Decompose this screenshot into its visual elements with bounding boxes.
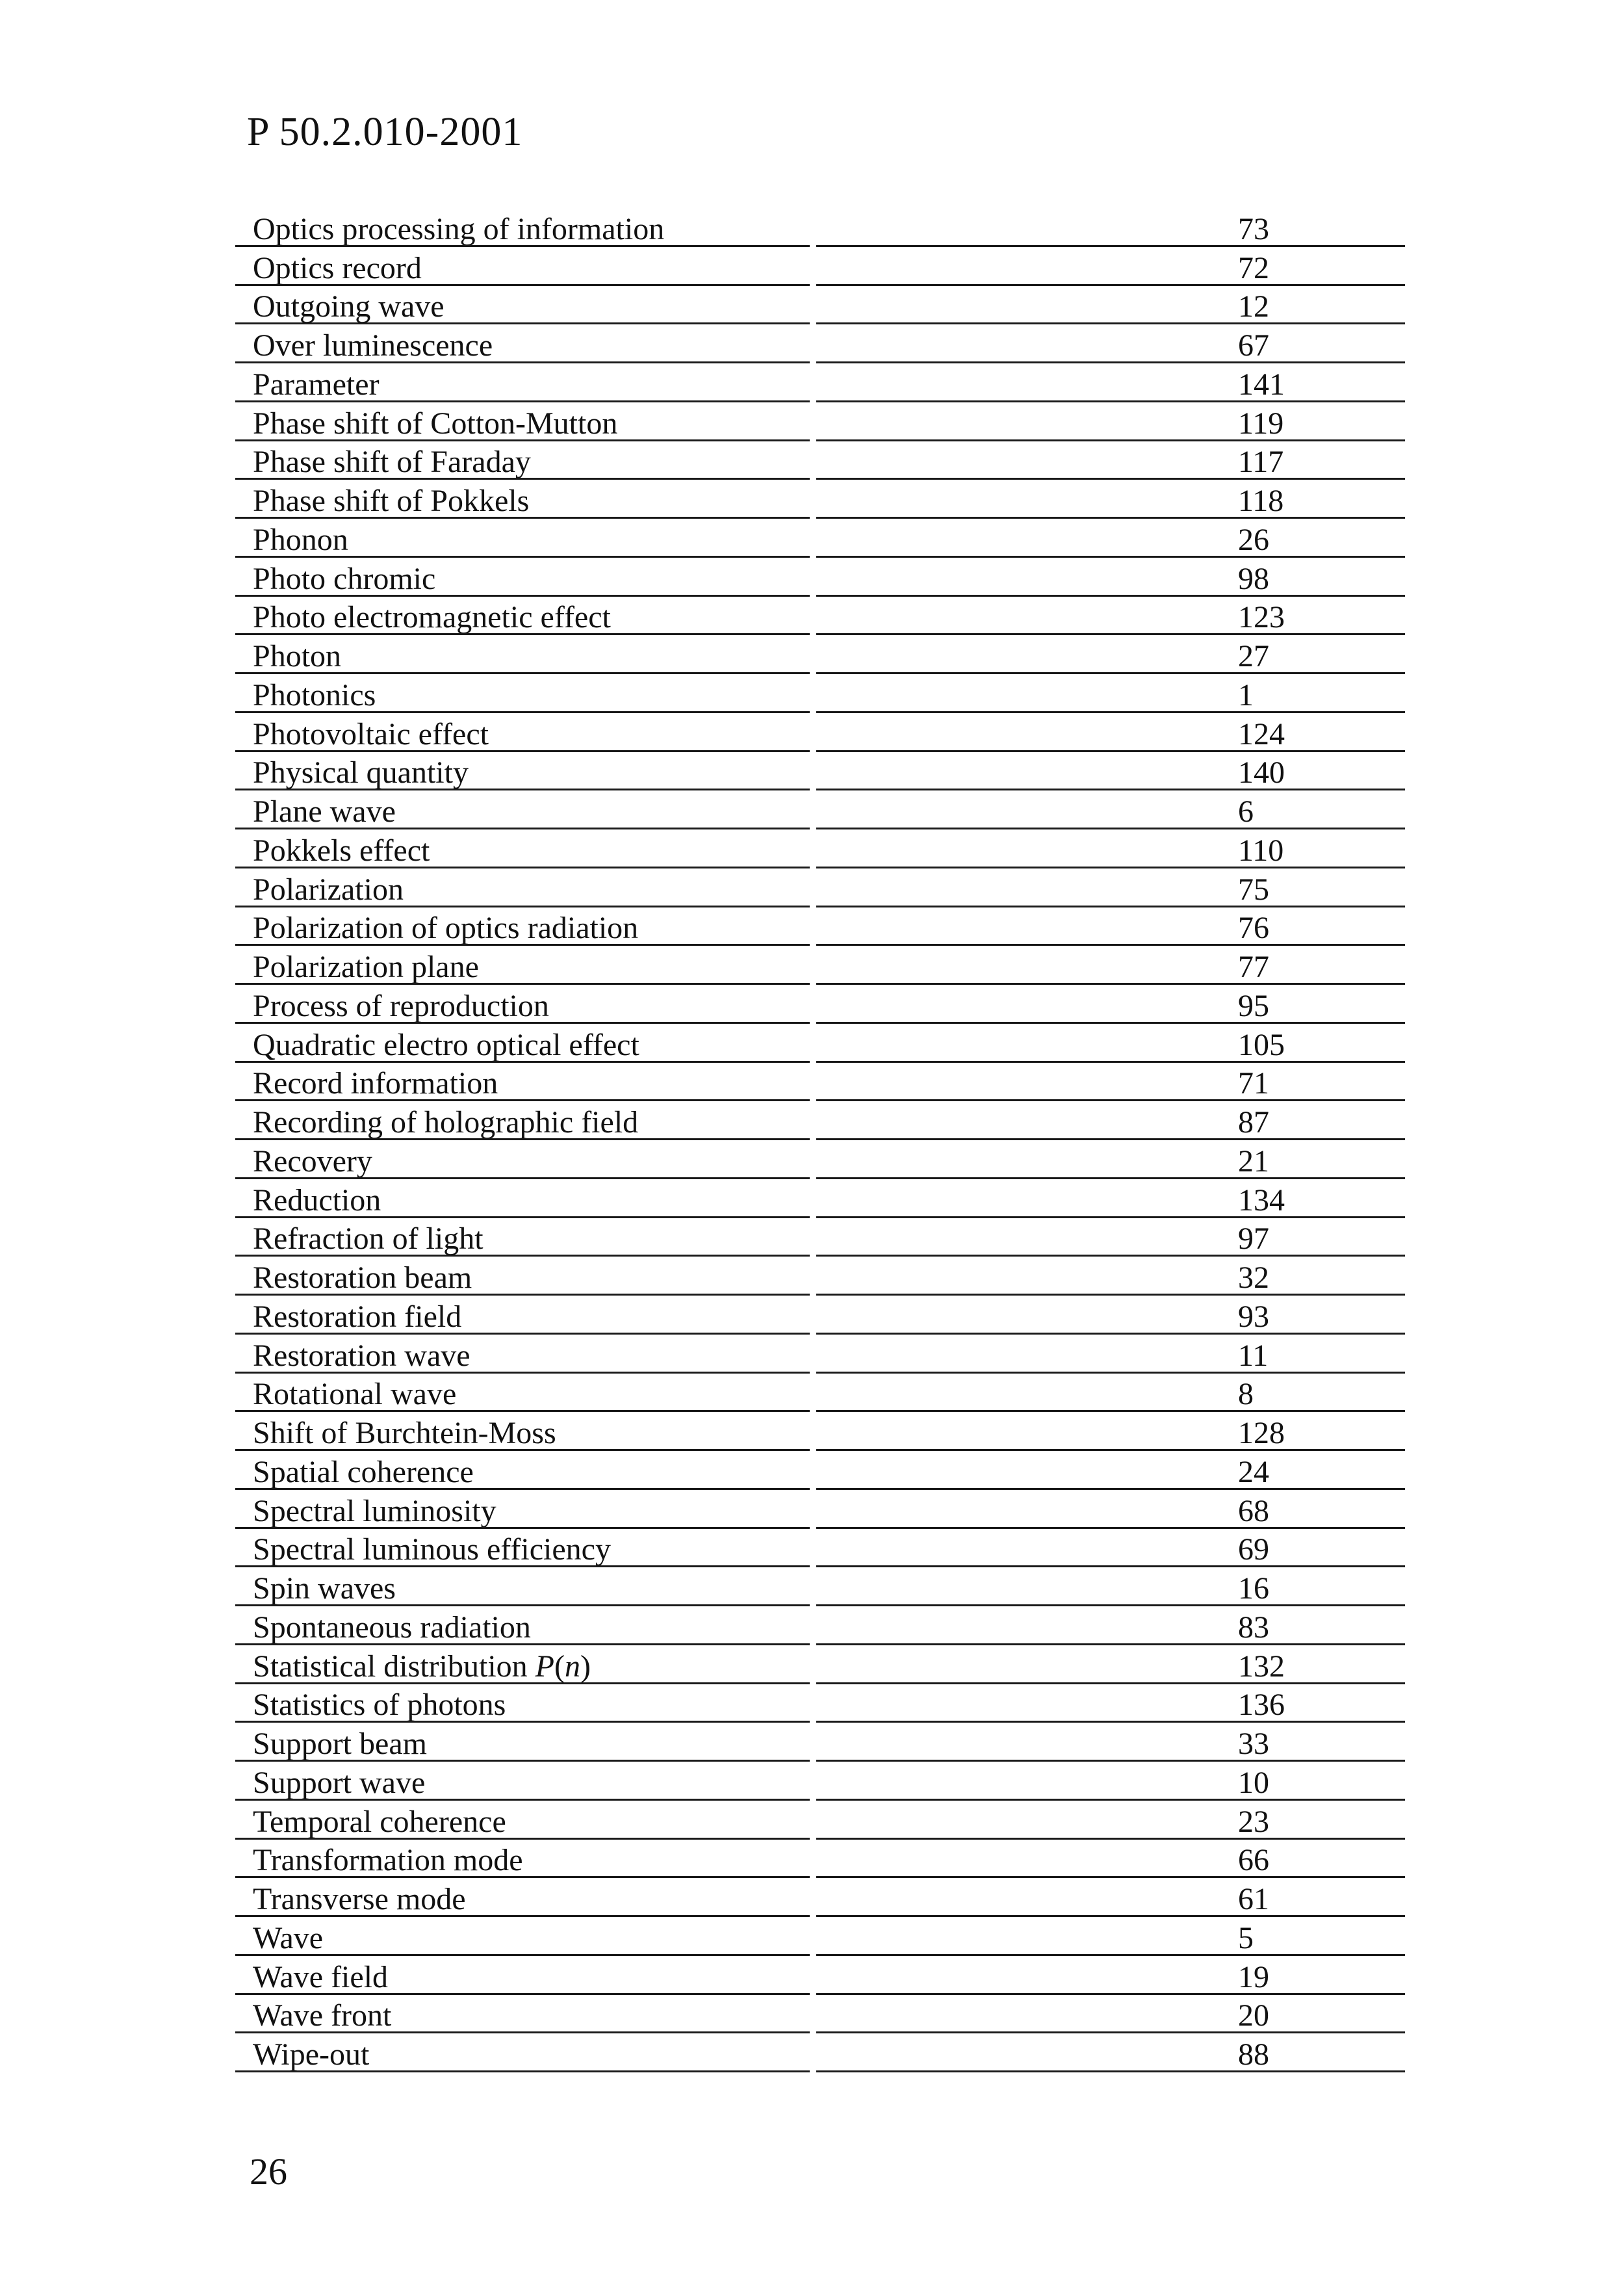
index-term: Outgoing wave <box>253 289 445 324</box>
index-row <box>235 558 1405 597</box>
subject-index-table <box>235 208 1405 2072</box>
index-page-number: 61 <box>1238 1882 1269 1916</box>
index-row <box>235 907 1405 946</box>
index-term: Spectral luminous efficiency <box>253 1532 611 1567</box>
index-term: Spectral luminosity <box>253 1493 496 1528</box>
index-row <box>235 713 1405 752</box>
index-page-number: 8 <box>1238 1377 1254 1412</box>
index-row <box>235 1257 1405 1296</box>
index-row <box>235 1335 1405 1374</box>
index-row <box>235 208 1405 247</box>
index-row <box>235 1995 1405 2034</box>
index-page-number: 71 <box>1238 1066 1269 1101</box>
index-row <box>235 1956 1405 1995</box>
index-term: Polarization plane <box>253 950 479 984</box>
index-term: Photonics <box>253 677 376 712</box>
index-page-number: 134 <box>1238 1182 1285 1218</box>
index-page-number: 128 <box>1238 1416 1285 1450</box>
index-row <box>235 1140 1405 1179</box>
index-term: Phase shift of Cotton-Mutton <box>253 406 618 441</box>
index-term: Statistics of photons <box>253 1688 506 1723</box>
index-term: Recording of holographic field <box>253 1105 639 1140</box>
index-term: Support wave <box>253 1765 426 1800</box>
index-page-number: 5 <box>1238 1920 1254 1955</box>
index-term: Wipe-out <box>253 2037 370 2072</box>
index-term: Wave <box>253 1920 324 1955</box>
index-row <box>235 363 1405 402</box>
index-term: Spatial coherence <box>253 1454 474 1489</box>
index-page-number: 95 <box>1238 988 1269 1023</box>
index-term: Photovoltaic effect <box>253 716 489 751</box>
index-row <box>235 1374 1405 1413</box>
index-row <box>235 752 1405 791</box>
index-term: Polarization <box>253 872 404 907</box>
index-row <box>235 1218 1405 1257</box>
index-term: Polarization of optics radiation <box>253 911 639 946</box>
index-row <box>235 1684 1405 1723</box>
index-term: Support beam <box>253 1727 427 1761</box>
index-term: Phase shift of Pokkels <box>253 484 530 518</box>
index-term: Photo electromagnetic effect <box>253 600 611 635</box>
index-page-number: 69 <box>1238 1532 1269 1567</box>
index-row <box>235 829 1405 868</box>
index-term: Pokkels effect <box>253 833 430 868</box>
index-term: Shift of Burchtein-Moss <box>253 1416 556 1450</box>
index-term: Restoration beam <box>253 1260 472 1295</box>
index-page-number: 97 <box>1238 1221 1269 1257</box>
term-underline <box>235 2070 810 2072</box>
index-page-number: 77 <box>1238 950 1269 984</box>
index-term: Process of reproduction <box>253 988 549 1023</box>
index-row <box>235 286 1405 325</box>
index-page-number: 72 <box>1238 250 1269 285</box>
index-row <box>235 1567 1405 1606</box>
index-page-number: 20 <box>1238 1998 1269 2033</box>
index-page-number: 132 <box>1238 1649 1285 1684</box>
index-row <box>235 946 1405 985</box>
index-page-number: 98 <box>1238 561 1269 596</box>
index-term: Photon <box>253 639 342 673</box>
index-term: Optics processing of information <box>253 211 665 246</box>
index-page-number: 10 <box>1238 1765 1269 1800</box>
index-row <box>235 519 1405 558</box>
index-term: Restoration wave <box>253 1338 470 1373</box>
index-row <box>235 1296 1405 1335</box>
page-number: 26 <box>250 2150 287 2193</box>
index-term: Wave field <box>253 1959 389 1994</box>
index-term: Transverse mode <box>253 1882 466 1916</box>
index-page-number: 76 <box>1238 911 1269 946</box>
index-row <box>235 1451 1405 1490</box>
index-term: Photo chromic <box>253 561 436 596</box>
index-term: Parameter <box>253 367 380 402</box>
index-page-number: 123 <box>1238 600 1285 635</box>
index-page-number: 73 <box>1238 211 1269 246</box>
index-row <box>235 868 1405 907</box>
index-page-number: 75 <box>1238 872 1269 907</box>
index-page-number: 87 <box>1238 1105 1269 1140</box>
index-row <box>235 1878 1405 1917</box>
index-term <box>253 1651 591 1682</box>
index-term: Temporal coherence <box>253 1804 506 1839</box>
index-page-number: 88 <box>1238 2037 1269 2072</box>
index-term: Spin waves <box>253 1571 396 1606</box>
page-underline <box>816 2070 1405 2072</box>
index-term-paren-open: ( <box>554 1649 565 1684</box>
index-row <box>235 324 1405 363</box>
index-page-number: 105 <box>1238 1027 1285 1062</box>
index-row <box>235 1917 1405 1956</box>
index-row <box>235 790 1405 829</box>
index-term: Transformation mode <box>253 1843 523 1878</box>
index-row <box>235 1606 1405 1645</box>
index-page-number: 119 <box>1238 406 1284 441</box>
index-page-number: 83 <box>1238 1610 1269 1645</box>
index-page-number: 68 <box>1238 1493 1269 1528</box>
index-page-number: 26 <box>1238 522 1269 557</box>
index-term-paren-close: ) <box>580 1649 591 1684</box>
index-term: Phonon <box>253 522 348 557</box>
index-page-number: 66 <box>1238 1843 1269 1878</box>
index-page-number: 12 <box>1238 289 1269 324</box>
index-page-number: 117 <box>1238 445 1284 480</box>
index-row <box>235 402 1405 441</box>
index-term: Over luminescence <box>253 328 493 363</box>
index-row <box>235 247 1405 286</box>
index-page-number: 6 <box>1238 794 1254 829</box>
index-page-number: 67 <box>1238 328 1269 363</box>
index-term-text: Statistical distribution <box>253 1649 535 1684</box>
index-page-number: 33 <box>1238 1727 1269 1761</box>
index-row <box>235 1412 1405 1451</box>
index-term: Refraction of light <box>253 1221 483 1257</box>
index-page-number: 11 <box>1238 1338 1269 1373</box>
index-row <box>235 1024 1405 1063</box>
index-term: Restoration field <box>253 1299 462 1334</box>
index-row <box>235 597 1405 636</box>
index-row <box>235 1101 1405 1140</box>
index-page-number: 32 <box>1238 1260 1269 1295</box>
index-page-number: 16 <box>1238 1571 1269 1606</box>
index-page-number: 110 <box>1238 833 1284 868</box>
index-page-number: 136 <box>1238 1688 1285 1723</box>
index-term: Reduction <box>253 1182 381 1218</box>
index-row <box>235 985 1405 1024</box>
index-row <box>235 1801 1405 1840</box>
index-term: Spontaneous radiation <box>253 1610 531 1645</box>
index-term-variable: n <box>564 1649 580 1684</box>
index-term: Plane wave <box>253 794 396 829</box>
index-page-number: 118 <box>1238 484 1284 518</box>
index-row <box>235 441 1405 480</box>
index-row <box>235 674 1405 713</box>
index-term: Record information <box>253 1066 498 1101</box>
index-page-number: 1 <box>1238 677 1254 712</box>
index-row <box>235 1529 1405 1568</box>
index-row <box>235 480 1405 519</box>
index-row <box>235 1490 1405 1529</box>
index-page-number: 124 <box>1238 716 1285 751</box>
index-term: Phase shift of Faraday <box>253 445 531 480</box>
document-code-header: P 50.2.010-2001 <box>247 110 523 154</box>
index-term: Recovery <box>253 1143 372 1179</box>
index-term: Quadratic electro optical effect <box>253 1027 639 1062</box>
index-row <box>235 635 1405 674</box>
index-term: Rotational wave <box>253 1377 457 1412</box>
index-page-number: 23 <box>1238 1804 1269 1839</box>
index-page-number: 93 <box>1238 1299 1269 1334</box>
index-page-number: 27 <box>1238 639 1269 673</box>
index-row <box>235 1645 1405 1684</box>
index-page-number: 19 <box>1238 1959 1269 1994</box>
index-term: Physical quantity <box>253 755 469 790</box>
index-row <box>235 2033 1405 2072</box>
index-page-number: 21 <box>1238 1143 1269 1179</box>
index-row <box>235 1063 1405 1102</box>
index-row <box>235 1723 1405 1762</box>
index-term: Wave front <box>253 1998 392 2033</box>
index-row <box>235 1179 1405 1218</box>
index-page-number: 140 <box>1238 755 1285 790</box>
index-page-number: 24 <box>1238 1454 1269 1489</box>
index-row <box>235 1762 1405 1801</box>
index-term-symbol: P <box>535 1649 554 1684</box>
index-page-number: 141 <box>1238 367 1285 402</box>
index-row <box>235 1840 1405 1879</box>
index-term: Optics record <box>253 250 422 285</box>
